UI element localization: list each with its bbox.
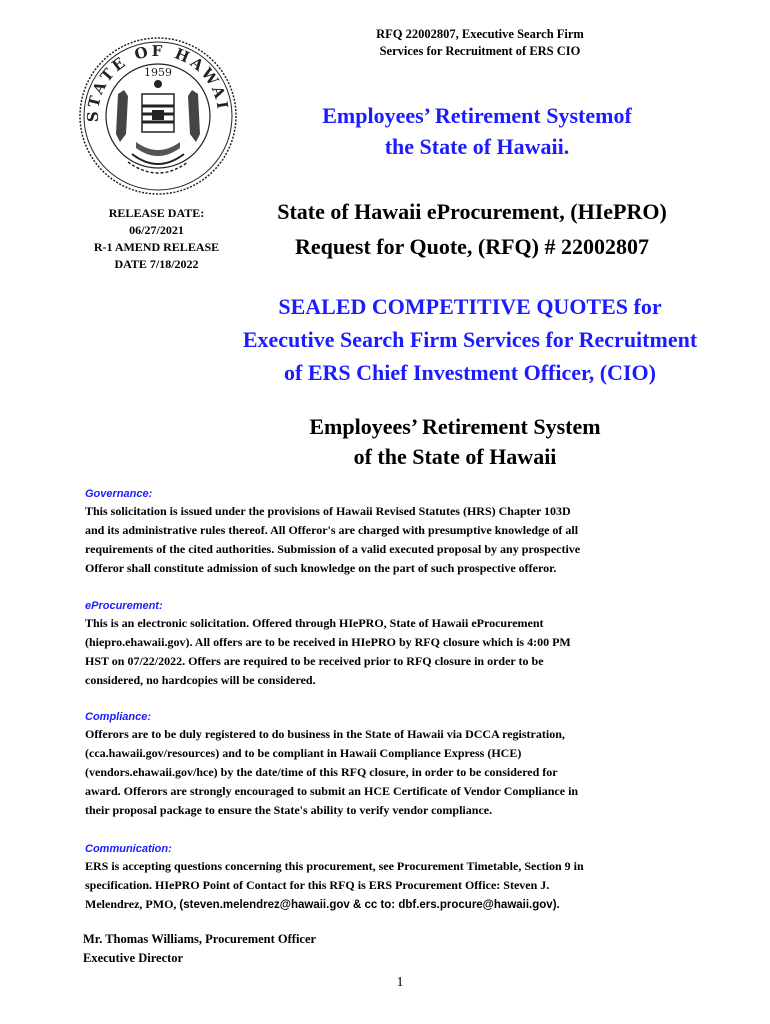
section-heading: Communication: [85, 843, 172, 855]
section-line: (cca.hawaii.gov/resources) and to be compliant in Hawaii Compliance Express (HCE) [85, 746, 522, 760]
section-line: considered, no hardcopies will be considered. [85, 673, 316, 687]
release-line-2: 06/27/2021 [129, 223, 184, 237]
section-line: ERS is accepting questions concerning this procurement, see Procurement Timetable, Section 9 in [85, 859, 584, 873]
sealed-line-1: SEALED COMPETITIVE QUOTES for [278, 294, 662, 319]
release-line-4: DATE 7/18/2022 [114, 257, 199, 271]
release-date-block [74, 205, 239, 273]
section-line: specification. HIePRO Point of Contact for this RFQ is ERS Procurement Office: Steven J. [85, 878, 550, 892]
section-heading: Governance: [85, 488, 153, 500]
page-number: 1 [396, 975, 404, 990]
ers-title [230, 412, 680, 472]
sealed-quotes-title [190, 290, 750, 389]
section-body [85, 725, 725, 820]
organization-title [262, 100, 692, 162]
communication-section [85, 841, 725, 915]
svg-text:1959: 1959 [144, 66, 172, 79]
section-body [85, 857, 725, 915]
sealed-line-3: of ERS Chief Investment Officer, (CIO) [284, 360, 656, 385]
ers-title-line-2: of the State of Hawaii [353, 444, 557, 469]
rfq-title-line-1: State of Hawaii eProcurement, (HIePRO) [277, 199, 667, 224]
rfq-title [232, 194, 712, 264]
release-line-3: R-1 AMEND RELEASE [93, 240, 220, 254]
section-line: Offerors are to be duly registered to do business in the State of Hawaii via DCCA registration, [85, 727, 565, 741]
section-line: HST on 07/22/2022. Offers are required to be received prior to RFQ closure in order to be [85, 654, 544, 668]
sealed-line-2: Executive Search Firm Services for Recruitment [242, 327, 698, 352]
org-title-line-1: Employees’ Retirement Systemof [322, 103, 632, 128]
section-line: (hiepro.ehawaii.gov). All offers are to be received in HIePRO by RFQ closure which is 4:00 PM [85, 635, 571, 649]
signer-block [83, 930, 316, 968]
governance-section [85, 486, 725, 578]
release-line-1: RELEASE DATE: [108, 206, 205, 220]
section-line: (vendors.ehawaii.gov/hce) by the date/time of this RFQ closure, in order to be considered for [85, 765, 558, 779]
signer-title: Executive Director [83, 951, 184, 965]
header-line-2: Services for Recruitment of ERS CIO [379, 44, 581, 58]
header-line-1: RFQ 22002807, Executive Search Firm [376, 27, 584, 41]
compliance-section [85, 709, 725, 820]
section-body [85, 502, 725, 578]
section-line [85, 895, 725, 915]
contact-emails: (steven.melendrez@hawaii.gov & cc to: dbf.ers.procure@hawaii.gov). [179, 899, 560, 911]
section-heading: eProcurement: [85, 600, 163, 612]
section-line: This solicitation is issued under the provisions of Hawaii Revised Statutes (HRS) Chapter 103D [85, 504, 571, 518]
rfq-title-line-2: Request for Quote, (RFQ) # 22002807 [295, 234, 649, 259]
section-line: requirements of the cited authorities. Submission of a valid executed proposal by any prospective [85, 542, 581, 556]
section-line: their proposal package to ensure the State's ability to verify vendor compliance. [85, 803, 493, 817]
document-header [300, 26, 660, 60]
section-body [85, 614, 725, 690]
eprocurement-section [85, 598, 725, 690]
org-title-line-2: the State of Hawaii. [384, 134, 570, 159]
ers-title-line-1: Employees’ Retirement System [309, 414, 601, 439]
section-line: award. Offerors are strongly encouraged to submit an HCE Certificate of Vendor Compliance in [85, 784, 579, 798]
svg-text:STATE OF HAWAII: STATE OF HAWAI [83, 41, 232, 123]
contact-name: Melendrez, PMO, [85, 897, 180, 911]
section-line: This is an electronic solicitation. Offered through HIePRO, State of Hawaii eProcurement [85, 616, 544, 630]
section-line: Offeror shall constitute admission of such knowledge on the part of such prospective offeror. [85, 561, 557, 575]
section-heading: Compliance: [85, 711, 152, 723]
signer-name: Mr. Thomas Williams, Procurement Officer [83, 932, 317, 946]
hawaii-state-seal-icon [76, 34, 241, 199]
section-line: and its administrative rules thereof. All Offeror's are charged with presumptive knowledge of all [85, 523, 579, 537]
